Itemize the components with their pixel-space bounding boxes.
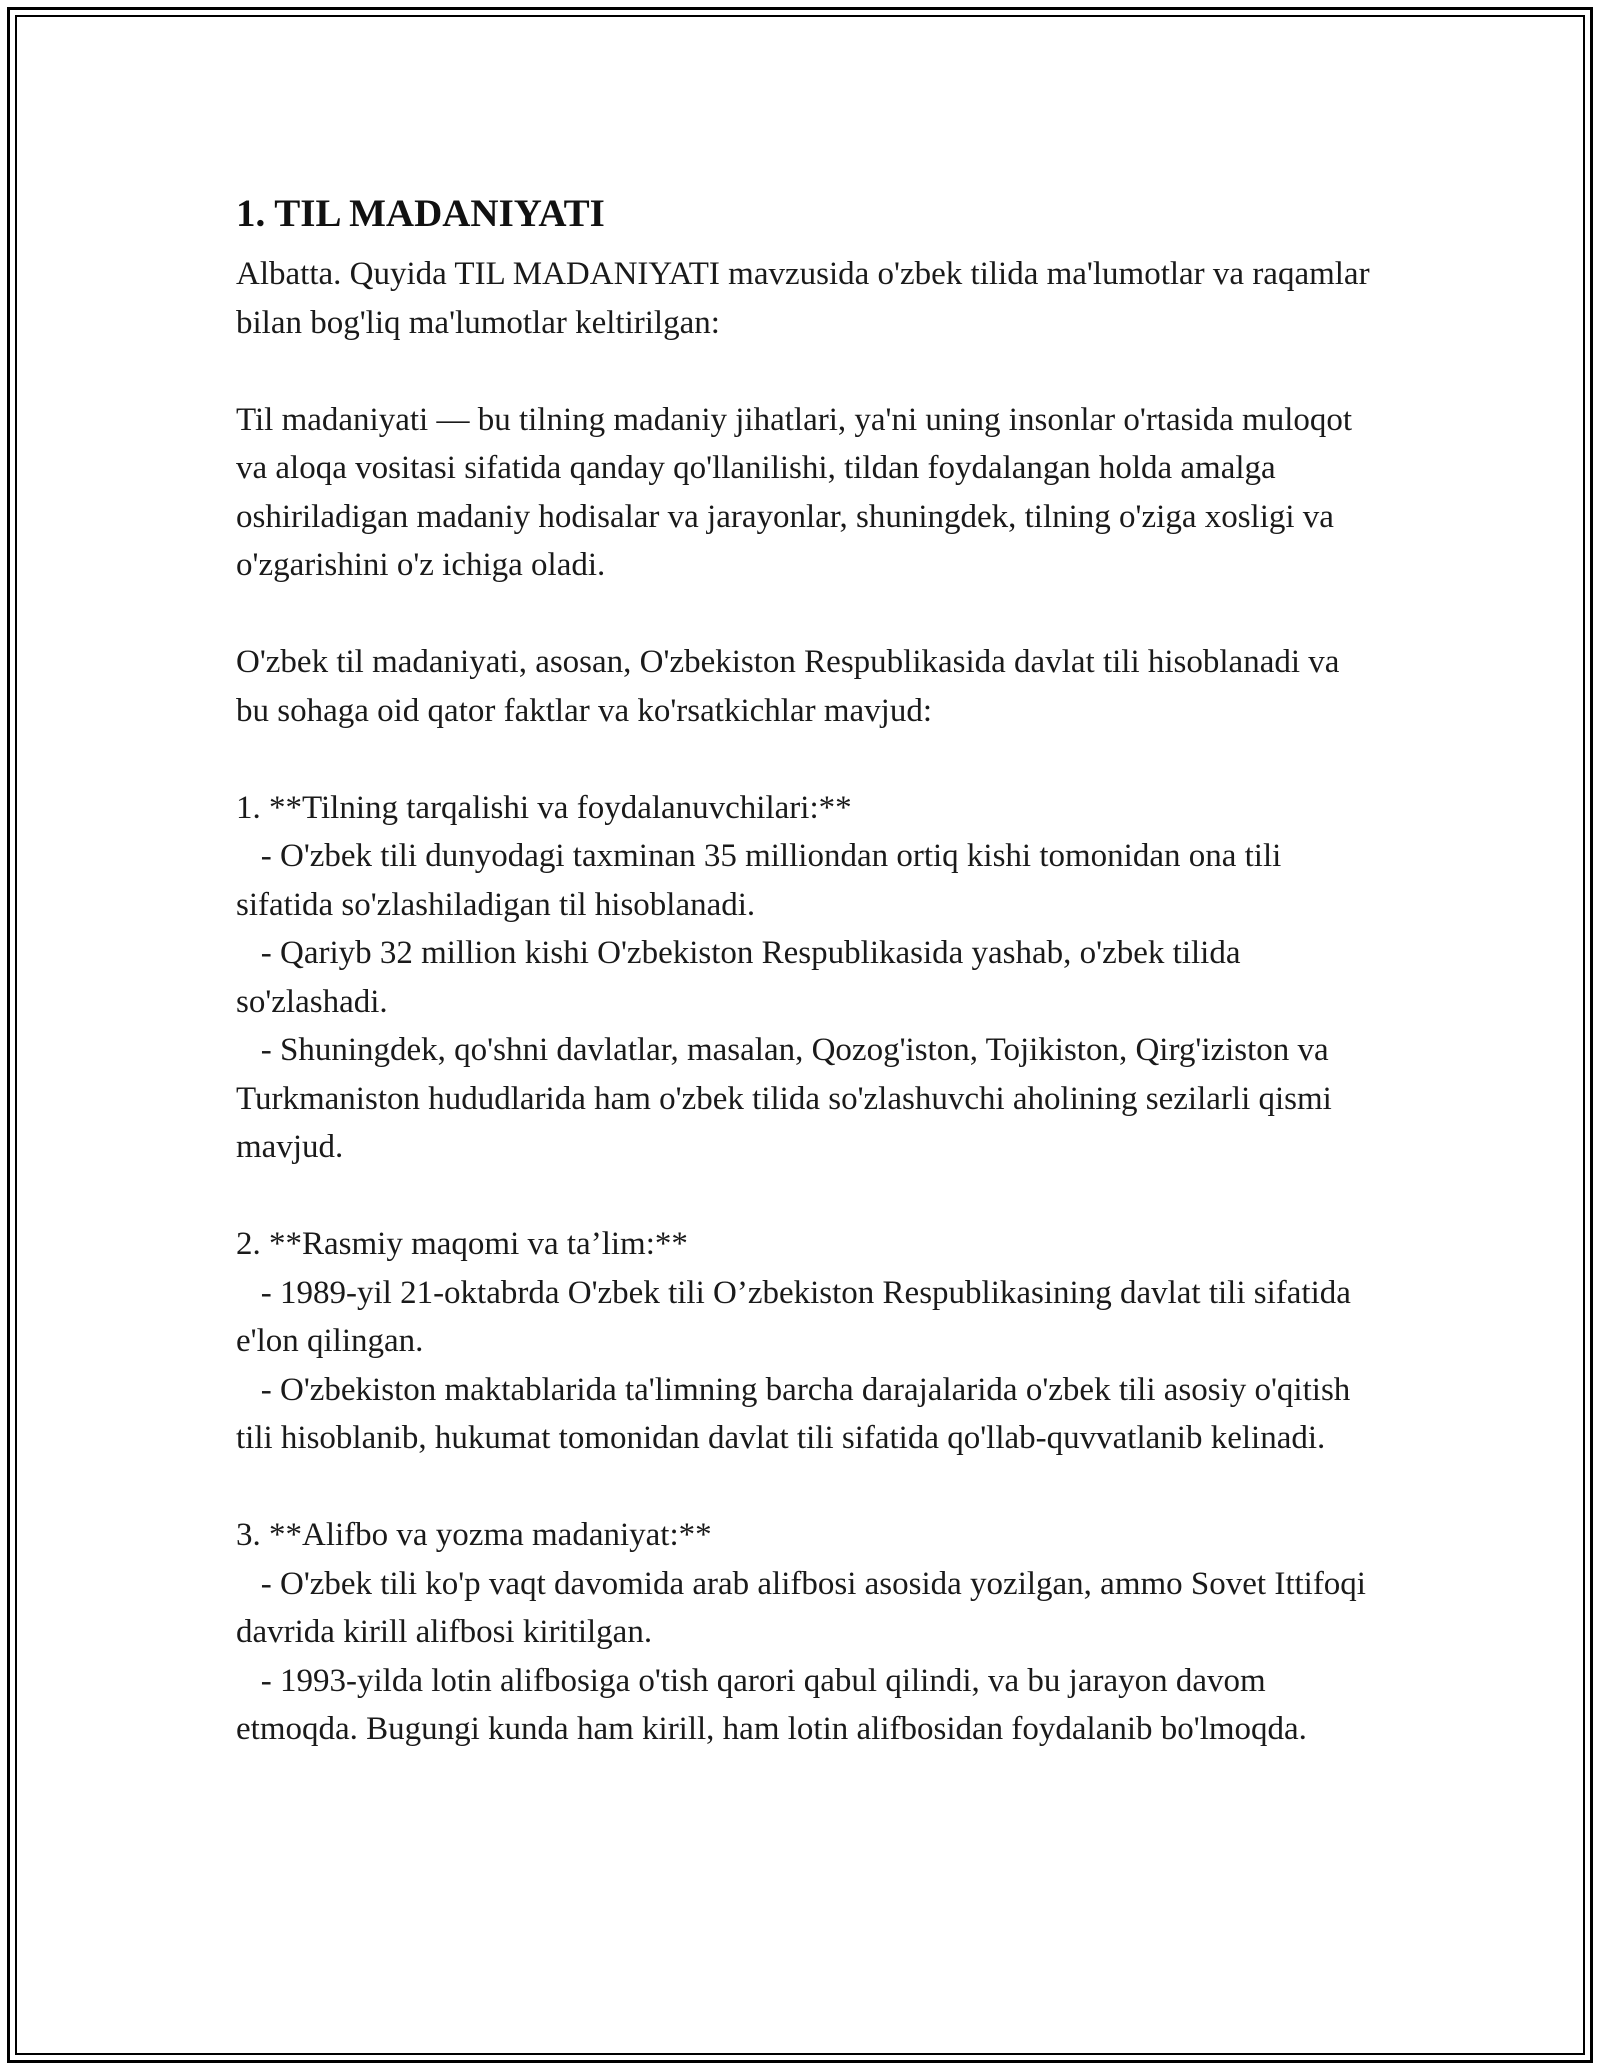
list-item: - O'zbekiston maktablarida ta'limning barcha darajalarida o'zbek tili asosiy o'qitish tili hisoblanib, hukumat tomonidan davlat tili sifatida qo'llab-quvvatlanib kelinadi. — [236, 1371, 1359, 1456]
list-item: - O'zbek tili ko'p vaqt davomida arab alifbosi asosida yozilgan, ammo Sovet Ittifoqi davrida kirill alifbosi kiritilgan. — [236, 1565, 1375, 1650]
document-title: 1. TIL MADANIYATI — [236, 192, 605, 235]
section-official-status — [236, 1220, 1376, 1463]
list-item: - O'zbek tili dunyodagi taxminan 35 milliondan ortiq kishi tomonidan ona tili sifatida so'zlashiladigan til hisoblanadi. — [236, 838, 1290, 923]
section-distribution — [236, 784, 1376, 1172]
document-body — [236, 186, 1376, 1754]
section-alphabet — [236, 1511, 1376, 1754]
definition-paragraph: Til madaniyati — bu tilning madaniy jihatlari, ya'ni uning insonlar o'rtasida muloqot va aloqa vositasi sifatida qanday qo'llanilishi, tildan foydalangan holda amalga oshiriladigan madaniy hodisalar va jarayonlar, shuningdek, tilning o'ziga xosligi va o'zgarishini o'z ichiga oladi. — [236, 401, 1361, 583]
section-heading: 1. **Tilning tarqalishi va foydalanuvchilari:** — [236, 789, 852, 826]
context-paragraph: O'zbek til madaniyati, asosan, O'zbekiston Respublikasida davlat tili hisoblanadi va bu sohaga oid qator faktlar va ko'rsatkichlar mavjud: — [236, 644, 1348, 729]
list-item: - Qariyb 32 million kishi O'zbekiston Respublikasida yashab, o'zbek tilida so'zlashadi. — [236, 935, 1249, 1020]
section-heading: 3. **Alifbo va yozma madaniyat:** — [236, 1517, 712, 1553]
list-item: - 1993-yilda lotin alifbosiga o'tish qarori qabul qilindi, va bu jarayon davom etmoqda. Bugungi kunda ham kirill, ham lotin alifbosidan foydalanib bo'lmoqda. — [236, 1662, 1307, 1747]
section-heading: 2. **Rasmiy maqomi va ta’lim:** — [236, 1226, 688, 1262]
list-item: - Shuningdek, qo'shni davlatlar, masalan, Qozog'iston, Tojikiston, Qirg'iziston va Turkmaniston hududlarida ham o'zbek tilida so'zlashuvchi aholining sezilarli qismi mavjud. — [236, 1032, 1341, 1165]
intro-paragraph: Albatta. Quyida TIL MADANIYATI mavzusida o'zbek tilida ma'lumotlar va raqamlar bilan bog'liq ma'lumotlar keltirilgan: — [236, 256, 1378, 341]
list-item: - 1989-yil 21-oktabrda O'zbek tili O’zbekiston Respublikasining davlat tili sifatida e'lon qilingan. — [236, 1274, 1360, 1359]
